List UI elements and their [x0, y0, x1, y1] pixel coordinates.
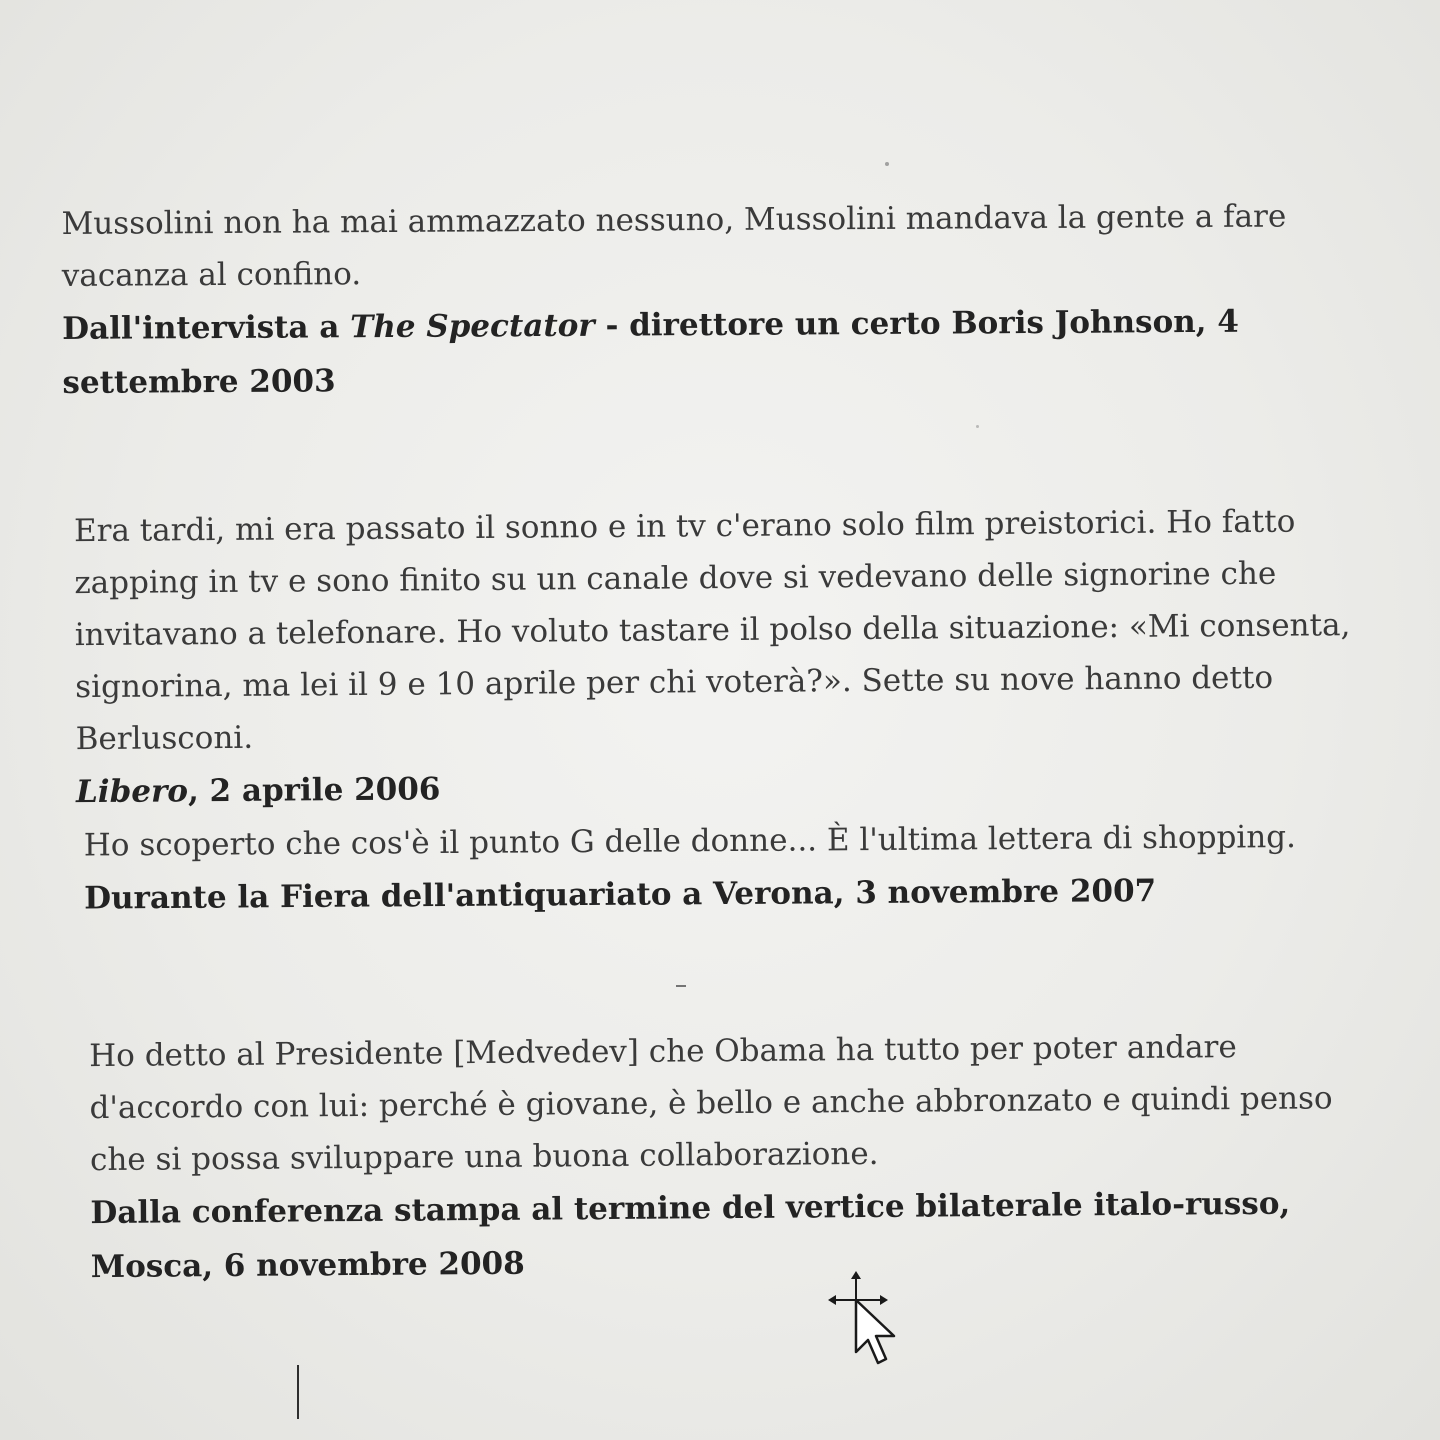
- quote-block: [61, 190, 1362, 410]
- quote-block: [89, 1020, 1391, 1294]
- source-italic: Libero: [75, 773, 189, 811]
- quote-source: [62, 294, 1363, 410]
- quote-source: [90, 1176, 1391, 1294]
- source-suffix: , 2 aprile 2006: [187, 771, 441, 810]
- text-caret: [297, 1365, 299, 1419]
- screen-speck: [976, 425, 979, 428]
- source-prefix: Dall'intervista a: [62, 309, 351, 347]
- source-italic: The Spectator: [350, 307, 595, 346]
- source-suffix: - direttore un certo Boris Johnson, 4 settembre 2003: [62, 303, 1240, 401]
- quote-text: Ho detto al Presidente [Medvedev] che Obama ha tutto per poter andare d'accordo con lui: perché è giovane, è bello e anche abbronzato e quindi penso che si possa sviluppare una buona collaborazione.: [89, 1029, 1333, 1179]
- quote-source: [84, 862, 1384, 925]
- quote-block: [74, 495, 1396, 819]
- quote-text: Era tardi, mi era passato il sonno e in tv c'erano solo film preistorici. Ho fatto zapping in tv e sono finito su un canale dove si vedevano delle signorine che invitavano a telefonare. Ho voluto tastare il polso della situazione: «Mi consenta, signorina, ma lei il 9 e 10 aprile per chi voterà?». Sette su nove hanno detto Berlusconi.: [73, 503, 1351, 758]
- quote-text: Ho scoperto che cos'è il punto G delle donne... È l'ultima lettera di shopping.: [83, 819, 1297, 864]
- quote-source: [76, 755, 1396, 819]
- screen-speck: [676, 985, 686, 987]
- source-prefix: Dalla conferenza stampa al termine del vertice bilaterale italo-russo, Mosca, 6 novembre 2008: [90, 1185, 1291, 1286]
- source-prefix: Durante la Fiera dell'antiquariato a Verona, 3 novembre 2007: [84, 873, 1157, 917]
- quote-text: Mussolini non ha mai ammazzato nessuno, Mussolini mandava la gente a fare vacanza al confino.: [61, 198, 1287, 294]
- move-cursor-icon: [826, 1270, 906, 1370]
- quote-block: [84, 810, 1385, 925]
- screen-speck: [885, 162, 889, 166]
